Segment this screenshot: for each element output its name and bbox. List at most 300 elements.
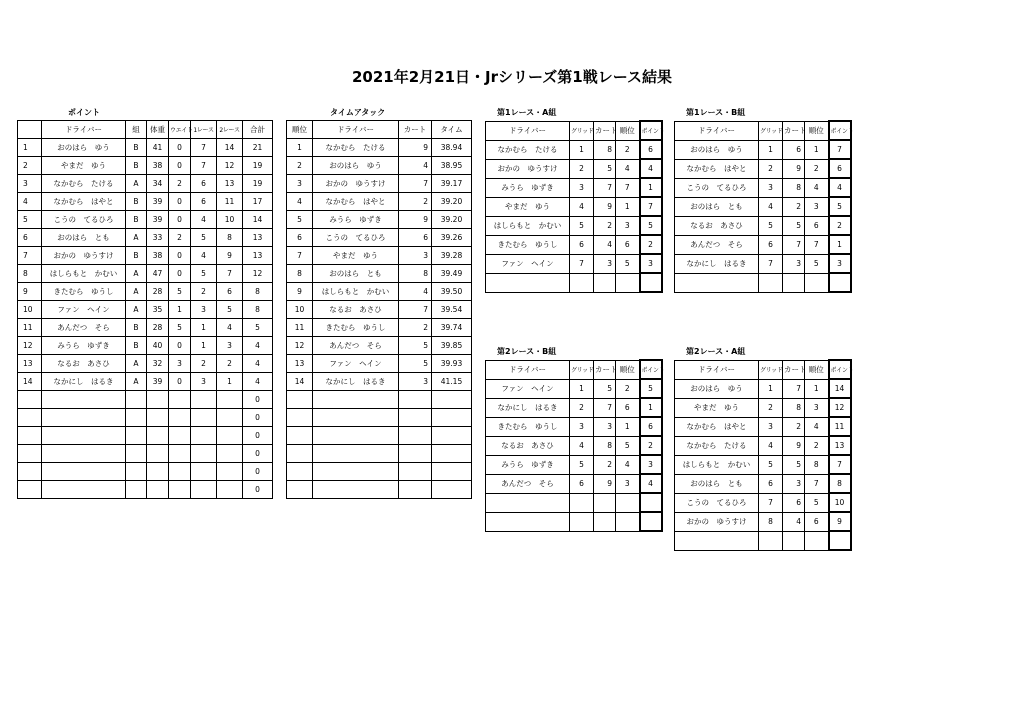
- table-cell: 39.20: [432, 193, 472, 211]
- table-row: [18, 139, 273, 157]
- table-cell: 13: [243, 229, 273, 247]
- table-cell: 5: [805, 254, 829, 273]
- table-cell: 2: [759, 159, 783, 178]
- table-cell: [432, 427, 472, 445]
- table-row: [18, 391, 273, 409]
- table-cell: 3: [570, 178, 594, 197]
- table-row: [486, 216, 662, 235]
- table-cell: [783, 531, 805, 550]
- table-cell: 38: [147, 157, 169, 175]
- table-cell: 1: [759, 140, 783, 159]
- header-cell: ポイント: [640, 121, 662, 140]
- header-cell: 順位: [616, 360, 640, 379]
- table-cell: [18, 391, 42, 409]
- table-row: [18, 355, 273, 373]
- table-cell: [829, 531, 851, 550]
- table-cell: A: [126, 355, 147, 373]
- table-cell: [640, 493, 662, 512]
- table-cell: こうの てるひろ: [675, 493, 759, 512]
- table-cell: やまだ ゆう: [486, 197, 570, 216]
- table-cell: [570, 493, 594, 512]
- table-cell: 8: [594, 436, 616, 455]
- table-cell: 4: [570, 197, 594, 216]
- table-cell: [217, 409, 243, 427]
- table-row: [486, 436, 662, 455]
- table-cell: 41.15: [432, 373, 472, 391]
- table-cell: [287, 427, 313, 445]
- header-cell: ドライバー: [675, 121, 759, 140]
- table-cell: [432, 391, 472, 409]
- table-cell: 6: [783, 140, 805, 159]
- table-cell: [570, 273, 594, 292]
- table-row: [18, 157, 273, 175]
- table-cell: B: [126, 157, 147, 175]
- header-cell: 組: [126, 121, 147, 139]
- table-cell: 5: [594, 379, 616, 398]
- table-cell: なかにし はるき: [675, 254, 759, 273]
- table-cell: なるお あさひ: [313, 301, 399, 319]
- table-cell: 6: [759, 235, 783, 254]
- table-cell: 12: [243, 265, 273, 283]
- table-cell: 5: [399, 355, 432, 373]
- table-cell: 3: [217, 337, 243, 355]
- table-cell: [18, 427, 42, 445]
- table-cell: おのはら とも: [42, 229, 126, 247]
- table-cell: [126, 409, 147, 427]
- table-cell: 5: [18, 211, 42, 229]
- table-cell: 39.85: [432, 337, 472, 355]
- table-cell: おのはら とも: [313, 265, 399, 283]
- race1a-header-row: [486, 121, 662, 140]
- table-cell: 4: [399, 283, 432, 301]
- table-cell: 7: [829, 140, 851, 159]
- table-cell: [616, 493, 640, 512]
- table-cell: 4: [805, 178, 829, 197]
- table-cell: 9: [594, 197, 616, 216]
- table-cell: 6: [570, 235, 594, 254]
- table-cell: おかの ゆうすけ: [42, 247, 126, 265]
- table-cell: 2: [594, 216, 616, 235]
- table-cell: なるお あさひ: [486, 436, 570, 455]
- table-cell: なかにし はるき: [486, 398, 570, 417]
- table-cell: [399, 409, 432, 427]
- table-cell: 4: [759, 436, 783, 455]
- table-cell: みうら ゆずき: [486, 178, 570, 197]
- table-cell: [147, 463, 169, 481]
- table-cell: 7: [759, 254, 783, 273]
- table-cell: 14: [829, 379, 851, 398]
- table-cell: 8: [594, 140, 616, 159]
- table-cell: あんだつ そら: [675, 235, 759, 254]
- table-cell: こうの てるひろ: [313, 229, 399, 247]
- header-cell: カート: [783, 360, 805, 379]
- points-label: ポイント: [68, 108, 100, 117]
- table-cell: [399, 463, 432, 481]
- table-cell: こうの てるひろ: [42, 211, 126, 229]
- table-row: [486, 235, 662, 254]
- table-cell: 1: [169, 301, 191, 319]
- table-cell: 9: [399, 211, 432, 229]
- header-cell: ドライバー: [313, 121, 399, 139]
- table-cell: 3: [783, 254, 805, 273]
- table-cell: [594, 493, 616, 512]
- table-cell: 4: [243, 355, 273, 373]
- table-cell: 5: [570, 455, 594, 474]
- timeattack-header-row: [287, 121, 472, 139]
- points-table: [17, 120, 273, 499]
- table-cell: [169, 481, 191, 499]
- table-row: [18, 319, 273, 337]
- table-cell: こうの てるひろ: [675, 178, 759, 197]
- table-cell: 8: [243, 283, 273, 301]
- table-cell: 10: [829, 493, 851, 512]
- table-cell: B: [126, 247, 147, 265]
- table-cell: おのはら とも: [675, 197, 759, 216]
- table-cell: 39.50: [432, 283, 472, 301]
- table-cell: 39: [147, 193, 169, 211]
- table-cell: [432, 445, 472, 463]
- table-cell: 4: [594, 235, 616, 254]
- table-cell: なかむら はやと: [42, 193, 126, 211]
- table-cell: 4: [783, 512, 805, 531]
- table-row: [675, 436, 851, 455]
- table-cell: 8: [243, 301, 273, 319]
- table-row: [486, 254, 662, 273]
- table-cell: 7: [829, 455, 851, 474]
- table-cell: 3: [594, 417, 616, 436]
- header-cell: ドライバー: [675, 360, 759, 379]
- table-row: [287, 175, 472, 193]
- table-cell: 8: [18, 265, 42, 283]
- table-cell: [313, 481, 399, 499]
- table-cell: 3: [399, 247, 432, 265]
- race2b-label: 第2レース・B組: [497, 347, 557, 356]
- table-cell: 3: [640, 254, 662, 273]
- table-cell: 4: [640, 159, 662, 178]
- table-cell: 5: [759, 455, 783, 474]
- table-cell: 7: [217, 265, 243, 283]
- timeattack-label: タイムアタック: [330, 108, 386, 117]
- table-row: [486, 455, 662, 474]
- table-cell: 7: [570, 254, 594, 273]
- table-cell: 2: [640, 436, 662, 455]
- table-cell: 14: [18, 373, 42, 391]
- table-cell: [287, 409, 313, 427]
- table-row: [18, 463, 273, 481]
- table-cell: 4: [191, 211, 217, 229]
- table-cell: 2: [616, 379, 640, 398]
- table-row: [486, 512, 662, 531]
- table-cell: 19: [243, 157, 273, 175]
- table-cell: 40: [147, 337, 169, 355]
- table-cell: みうら ゆずき: [42, 337, 126, 355]
- table-cell: 5: [783, 455, 805, 474]
- table-row: [675, 531, 851, 550]
- table-row: [486, 474, 662, 493]
- table-cell: 7: [399, 175, 432, 193]
- table-cell: なかむら はやと: [675, 417, 759, 436]
- table-cell: [759, 531, 783, 550]
- table-row: [675, 159, 851, 178]
- table-cell: 12: [18, 337, 42, 355]
- table-cell: 7: [191, 139, 217, 157]
- table-cell: [147, 409, 169, 427]
- table-cell: 6: [616, 398, 640, 417]
- table-cell: ファン ヘイン: [42, 301, 126, 319]
- table-row: [486, 178, 662, 197]
- table-cell: 9: [287, 283, 313, 301]
- table-cell: 13: [243, 247, 273, 265]
- table-cell: 1: [191, 337, 217, 355]
- header-cell: 順位: [287, 121, 313, 139]
- table-row: [486, 273, 662, 292]
- table-cell: [432, 409, 472, 427]
- table-cell: 11: [217, 193, 243, 211]
- header-cell: タイム: [432, 121, 472, 139]
- table-cell: [399, 481, 432, 499]
- table-cell: 6: [805, 512, 829, 531]
- table-cell: 2: [399, 193, 432, 211]
- table-row: [287, 247, 472, 265]
- table-cell: [169, 445, 191, 463]
- table-cell: 11: [829, 417, 851, 436]
- table-cell: 39.54: [432, 301, 472, 319]
- table-row: [287, 229, 472, 247]
- table-row: [287, 283, 472, 301]
- table-cell: おかの ゆうすけ: [313, 175, 399, 193]
- table-row: [675, 455, 851, 474]
- table-cell: 1: [805, 379, 829, 398]
- table-row: [675, 417, 851, 436]
- table-cell: 5: [570, 216, 594, 235]
- table-cell: おかの ゆうすけ: [486, 159, 570, 178]
- table-cell: 0: [243, 445, 273, 463]
- table-cell: 2: [805, 436, 829, 455]
- header-cell: 順位: [616, 121, 640, 140]
- table-cell: 3: [191, 301, 217, 319]
- table-cell: 12: [287, 337, 313, 355]
- table-row: [18, 409, 273, 427]
- race1b-table: [674, 120, 852, 293]
- table-cell: [594, 273, 616, 292]
- table-cell: 1: [18, 139, 42, 157]
- table-row: [287, 355, 472, 373]
- table-row: [287, 301, 472, 319]
- table-cell: [42, 445, 126, 463]
- table-cell: おのはら ゆう: [675, 140, 759, 159]
- table-cell: 38: [147, 247, 169, 265]
- table-cell: 5: [783, 216, 805, 235]
- table-row: [287, 373, 472, 391]
- table-cell: 28: [147, 283, 169, 301]
- header-cell: グリッド: [570, 121, 594, 140]
- table-cell: [313, 409, 399, 427]
- table-cell: おのはら ゆう: [313, 157, 399, 175]
- table-cell: 6: [616, 235, 640, 254]
- table-cell: 5: [640, 216, 662, 235]
- table-row: [675, 273, 851, 292]
- table-cell: おのはら とも: [675, 474, 759, 493]
- table-cell: 10: [217, 211, 243, 229]
- header-cell: カート: [783, 121, 805, 140]
- table-row: [287, 193, 472, 211]
- table-cell: A: [126, 229, 147, 247]
- table-cell: B: [126, 193, 147, 211]
- table-cell: はしらもと かむい: [42, 265, 126, 283]
- table-cell: 4: [805, 417, 829, 436]
- table-cell: 2: [640, 235, 662, 254]
- table-cell: 0: [169, 247, 191, 265]
- table-cell: 39.28: [432, 247, 472, 265]
- table-cell: きたむら ゆうし: [486, 417, 570, 436]
- table-cell: 3: [191, 373, 217, 391]
- table-cell: [147, 445, 169, 463]
- table-cell: 1: [616, 197, 640, 216]
- table-cell: 2: [805, 159, 829, 178]
- table-cell: はしらもと かむい: [675, 455, 759, 474]
- header-cell: 順位: [805, 360, 829, 379]
- table-cell: 0: [169, 211, 191, 229]
- table-cell: 7: [287, 247, 313, 265]
- table-cell: なかにし はるき: [42, 373, 126, 391]
- table-cell: 0: [243, 409, 273, 427]
- table-cell: [486, 512, 570, 531]
- header-cell: ドライバー: [42, 121, 126, 139]
- table-cell: 38.94: [432, 139, 472, 157]
- table-cell: 5: [217, 301, 243, 319]
- table-cell: 7: [191, 157, 217, 175]
- table-cell: 5: [594, 159, 616, 178]
- table-cell: 7: [594, 178, 616, 197]
- table-cell: 5: [616, 254, 640, 273]
- table-cell: 7: [616, 178, 640, 197]
- table-cell: [126, 481, 147, 499]
- header-cell: ドライバー: [486, 121, 570, 140]
- table-row: [486, 493, 662, 512]
- table-cell: 2: [191, 355, 217, 373]
- table-cell: 39: [147, 211, 169, 229]
- table-cell: 6: [287, 229, 313, 247]
- table-cell: 2: [759, 398, 783, 417]
- table-cell: 0: [243, 427, 273, 445]
- table-cell: [191, 481, 217, 499]
- table-row: [18, 283, 273, 301]
- table-row: [486, 417, 662, 436]
- table-row: [675, 493, 851, 512]
- table-cell: 1: [287, 139, 313, 157]
- table-row: [18, 337, 273, 355]
- table-cell: 13: [287, 355, 313, 373]
- table-cell: 39.49: [432, 265, 472, 283]
- table-cell: 28: [147, 319, 169, 337]
- table-cell: [126, 427, 147, 445]
- race2a-table: [674, 359, 852, 551]
- table-cell: 6: [217, 283, 243, 301]
- table-cell: 3: [169, 355, 191, 373]
- table-row: [287, 319, 472, 337]
- race1a-table: [485, 120, 663, 293]
- table-cell: 7: [805, 235, 829, 254]
- table-cell: 7: [594, 398, 616, 417]
- table-cell: [147, 481, 169, 499]
- table-cell: 9: [217, 247, 243, 265]
- table-cell: 4: [399, 157, 432, 175]
- table-cell: 13: [217, 175, 243, 193]
- table-cell: B: [126, 211, 147, 229]
- table-row: [287, 139, 472, 157]
- header-cell: グリッド: [570, 360, 594, 379]
- table-row: [675, 398, 851, 417]
- table-cell: 34: [147, 175, 169, 193]
- table-cell: A: [126, 373, 147, 391]
- table-cell: 5: [287, 211, 313, 229]
- table-cell: A: [126, 301, 147, 319]
- table-cell: 6: [640, 140, 662, 159]
- table-cell: 1: [640, 178, 662, 197]
- table-cell: 3: [783, 474, 805, 493]
- table-row: [18, 193, 273, 211]
- race2a-label: 第2レース・A組: [686, 347, 746, 356]
- table-cell: 3: [570, 417, 594, 436]
- header-cell: ポイント: [829, 360, 851, 379]
- table-cell: 6: [829, 159, 851, 178]
- header-cell: グリッド: [759, 121, 783, 140]
- table-cell: [432, 481, 472, 499]
- table-cell: [570, 512, 594, 531]
- table-cell: 3: [640, 455, 662, 474]
- table-cell: 2: [18, 157, 42, 175]
- table-cell: 2: [616, 140, 640, 159]
- table-cell: [18, 409, 42, 427]
- table-cell: [169, 391, 191, 409]
- table-cell: 0: [243, 481, 273, 499]
- header-cell: カート: [594, 121, 616, 140]
- table-row: [675, 254, 851, 273]
- table-cell: 38.95: [432, 157, 472, 175]
- table-row: [675, 512, 851, 531]
- table-row: [287, 337, 472, 355]
- table-cell: 0: [169, 139, 191, 157]
- table-row: [287, 481, 472, 499]
- table-cell: 39.20: [432, 211, 472, 229]
- table-cell: 8: [287, 265, 313, 283]
- header-cell: 合計: [243, 121, 273, 139]
- table-cell: なかむら たける: [313, 139, 399, 157]
- table-cell: [313, 463, 399, 481]
- table-cell: 3: [759, 178, 783, 197]
- table-cell: [18, 463, 42, 481]
- table-row: [18, 373, 273, 391]
- table-cell: 4: [759, 197, 783, 216]
- table-cell: A: [126, 265, 147, 283]
- table-row: [18, 211, 273, 229]
- table-row: [287, 463, 472, 481]
- table-cell: やまだ ゆう: [42, 157, 126, 175]
- table-cell: 6: [18, 229, 42, 247]
- table-row: [486, 379, 662, 398]
- race2b-header-row: [486, 360, 662, 379]
- table-cell: 5: [616, 436, 640, 455]
- table-cell: 14: [287, 373, 313, 391]
- header-cell: 体重: [147, 121, 169, 139]
- table-cell: 1: [640, 398, 662, 417]
- table-cell: [42, 481, 126, 499]
- table-cell: [432, 463, 472, 481]
- table-cell: [191, 427, 217, 445]
- table-cell: 8: [759, 512, 783, 531]
- table-cell: あんだつ そら: [42, 319, 126, 337]
- table-cell: やまだ ゆう: [313, 247, 399, 265]
